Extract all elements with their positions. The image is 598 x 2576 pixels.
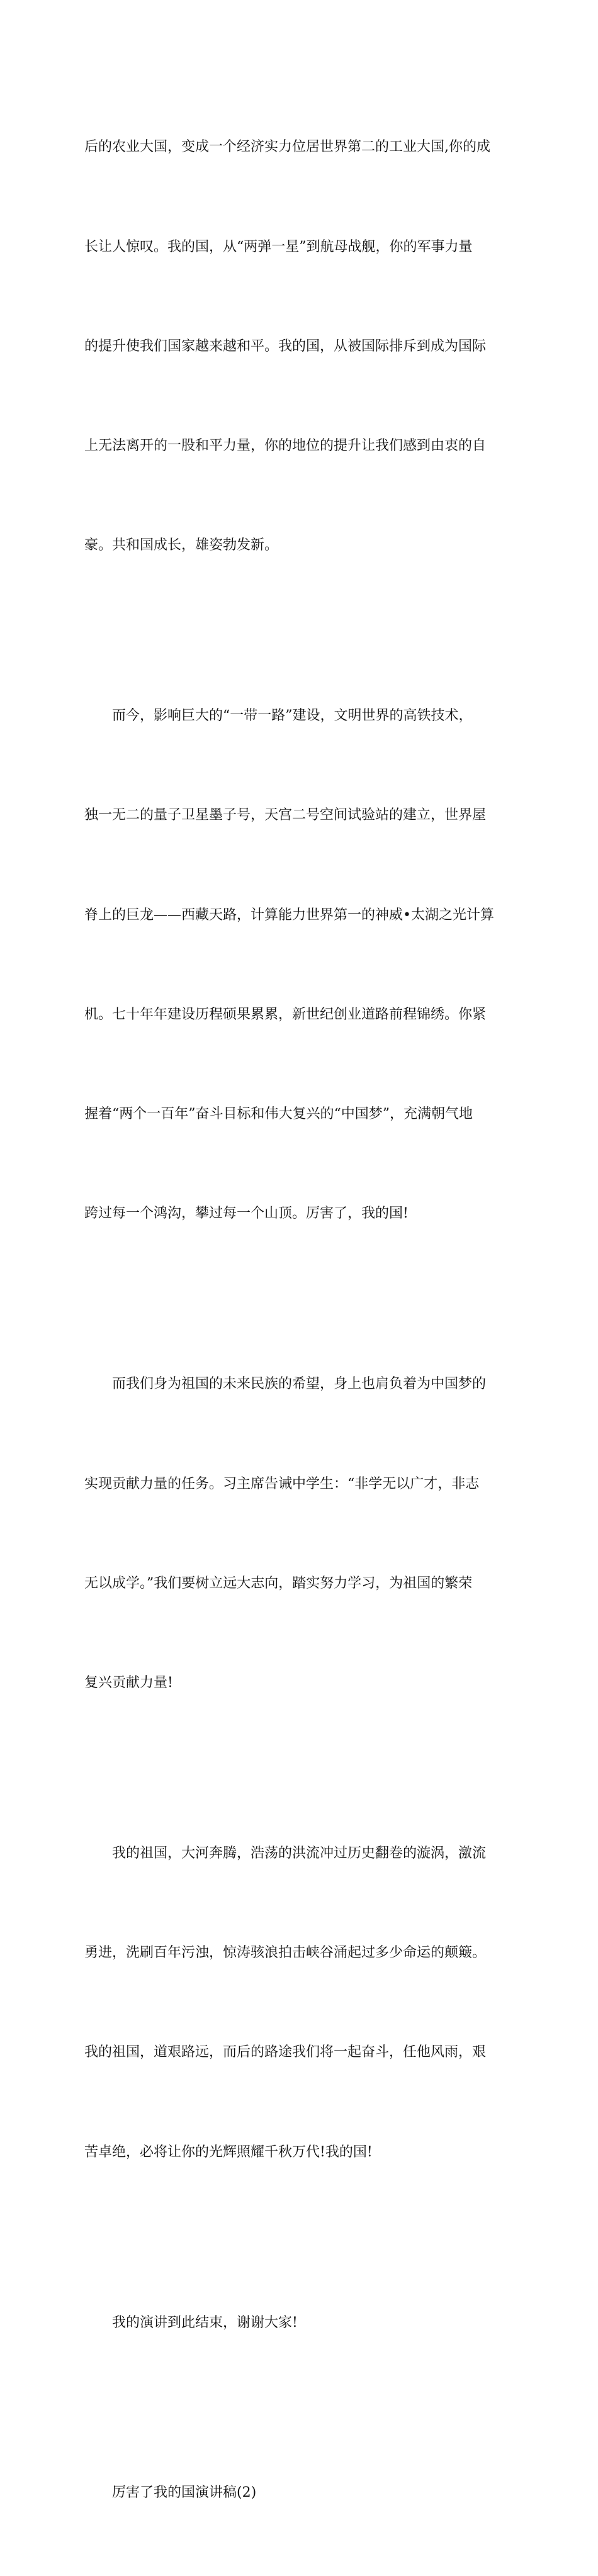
text-line: 勇进，洗刷百年污浊，惊涛骇浪拍击峡谷涌起过多少命运的颠簸。 — [84, 1945, 487, 1961]
section-title: 厉害了我的国演讲稿(2) — [112, 2484, 257, 2500]
paragraph-2 — [84, 634, 519, 1297]
text-line: 后的农业大国，变成一个经济实力位居世界第二的工业大国,你的成 — [84, 139, 490, 155]
text-line: 无以成学。”我们要树立远大志向，踏实努力学习，为祖国的繁荣 — [84, 1575, 473, 1591]
text-line: 上无法离开的一股和平力量，你的地位的提升让我们感到由衷的自 — [84, 437, 487, 454]
paragraph-3 — [84, 1302, 519, 1766]
text-line: 长让人惊叹。我的国，从“两弹一星”到航母战舰，你的军事力量 — [84, 238, 473, 255]
text-line: 握着“两个一百年”奋斗目标和伟大复兴的“中国梦”，充满朝气地 — [84, 1106, 473, 1122]
text-line: 我的祖国，道艰路远，而后的路途我们将一起奋斗，任他风雨，艰 — [84, 2044, 487, 2061]
text-line: 的提升使我们国家越来越和平。我的国，从被国际排斥到成为国际 — [84, 338, 487, 354]
text-line: 而我们身为祖国的未来民族的希望，身上也肩负着为中国梦的 — [112, 1376, 487, 1392]
text-line: 脊上的巨龙——西藏天路，计算能力世界第一的神威•太湖之光计算 — [84, 907, 494, 923]
text-line: 我的祖国，大河奔腾，浩荡的洪流冲过历史翻卷的漩涡，激流 — [112, 1845, 487, 1862]
text-line: 实现贡献力量的任务。习主席告诫中学生：“非学无以广才，非志 — [84, 1476, 480, 1492]
text-line: 苦卓绝，必将让你的光辉照耀千秋万代!我的国! — [84, 2144, 373, 2160]
text-line: 而今，影响巨大的“一带一路”建设，文明世界的高铁技术， — [112, 708, 473, 724]
text-line: 复兴贡献力量! — [84, 1674, 173, 1691]
paragraph-5 — [84, 2241, 519, 2407]
text-line: 跨过每一个鸿沟，攀过每一个山顶。厉害了，我的国! — [84, 1205, 409, 1221]
subtitle-paragraph — [84, 2410, 519, 2576]
text-line: 豪。共和国成长，雄姿勃发新。 — [84, 537, 279, 553]
paragraph-4 — [84, 1771, 519, 2236]
paragraph-1 — [84, 65, 519, 629]
document-body — [84, 65, 519, 2576]
text-line: 独一无二的量子卫星墨子号，天宫二号空间试验站的建立，世界屋 — [84, 807, 487, 824]
text-line: 我的演讲到此结束，谢谢大家! — [112, 2315, 298, 2331]
text-line: 机。七十年年建设历程硕果累累，新世纪创业道路前程锦绣。你紧 — [84, 1006, 487, 1022]
